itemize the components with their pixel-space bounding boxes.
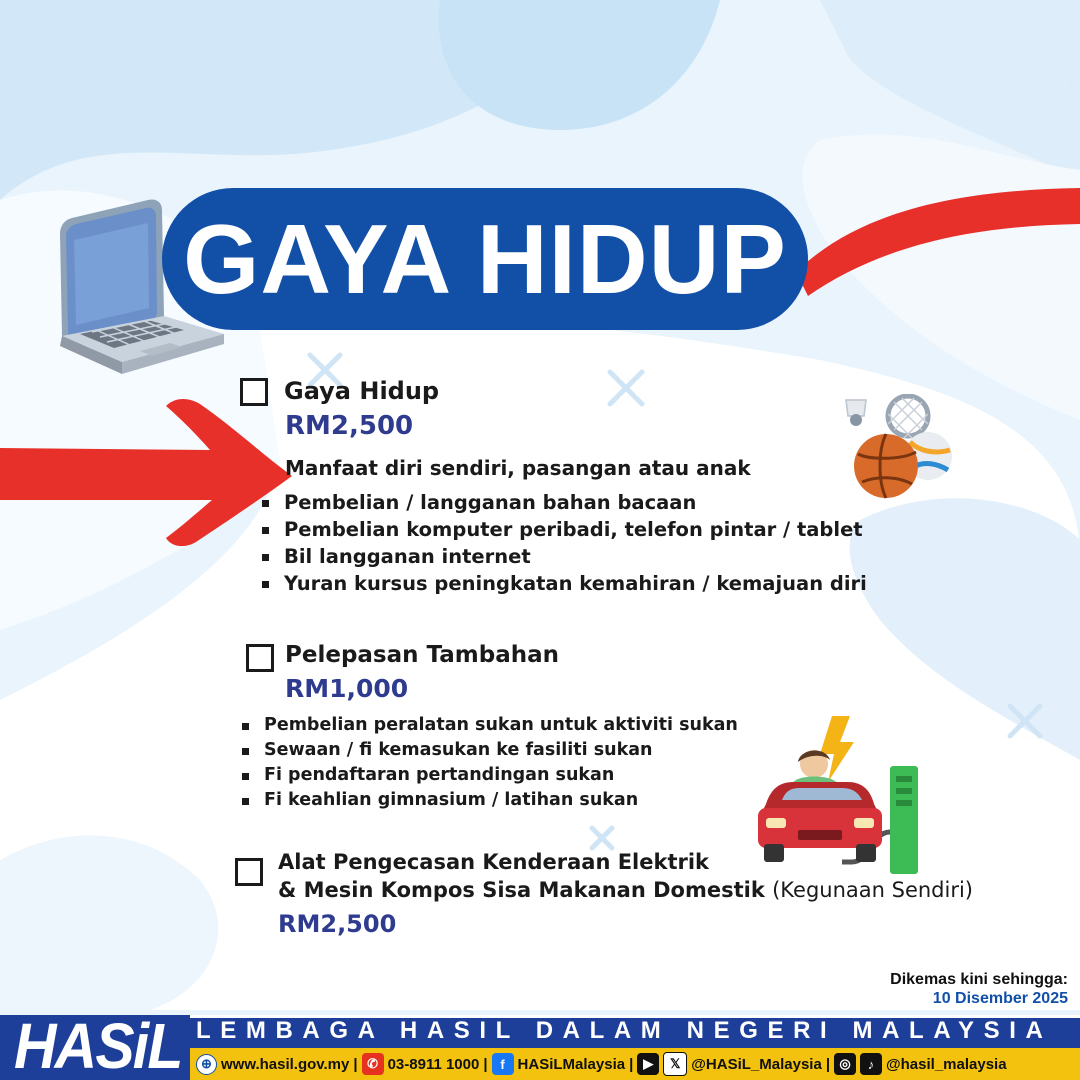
phone-icon: ✆ [362,1053,384,1075]
instagram-icon[interactable]: ◎ [834,1053,856,1075]
list-item: Fi pendaftaran pertandingan sukan [242,763,738,788]
youtube-icon[interactable]: ▶ [637,1053,659,1075]
section-heading-line1: Alat Pengecasan Kenderaan Elektrik [278,850,710,874]
arrow-icon [0,398,300,550]
separator: | [353,1055,358,1073]
list-item: Yuran kursus peningkatan kemahiran / kemajuan diri [262,570,867,597]
update-notice [890,970,1068,1008]
section-amount: RM2,500 [285,411,414,441]
website-link[interactable]: www.hasil.gov.my [221,1055,350,1073]
organization-name: LEMBAGA HASIL DALAM NEGERI MALAYSIA [196,1017,1053,1044]
x-link[interactable]: @HASiL_Malaysia [691,1055,822,1073]
bullet-list [242,713,738,813]
list-item: Bil langganan internet [262,543,867,570]
list-item: Sewaan / fi kemasukan ke fasiliti sukan [242,738,738,763]
contact-info [196,1051,1007,1077]
separator: | [825,1055,831,1073]
title-banner [162,188,808,330]
hasil-logo: HASiL [14,1010,182,1080]
separator: | [629,1055,634,1073]
update-label: Dikemas kini sehingga: [890,971,1068,988]
list-item: Pembelian komputer peribadi, telefon pintar / tablet [262,516,867,543]
phone-number[interactable]: 03-8911 1000 [387,1055,480,1073]
update-date: 10 Disember 2025 [932,990,1068,1007]
sports-equipment-icon [840,394,960,506]
section-subheading: Manfaat diri sendiri, pasangan atau anak [285,456,751,480]
checkbox-alat-pengecasan[interactable] [235,858,263,886]
x-icon[interactable]: 𝕏 [663,1052,687,1076]
list-item: Pembelian peralatan sukan untuk aktiviti sukan [242,713,738,738]
page-title: GAYA HIDUP [183,204,787,314]
list-item: Fi keahlian gimnasium / latihan sukan [242,788,738,813]
section-heading: Pelepasan Tambahan [285,642,559,668]
section-amount: RM1,000 [285,674,409,703]
list-item: Pembelian / langganan bahan bacaan [262,489,867,516]
facebook-icon: f [492,1053,514,1075]
separator: | [483,1055,488,1073]
section-amount: RM2,500 [278,910,397,938]
facebook-link[interactable]: HASiLMalaysia [517,1055,626,1073]
section-heading-line2: & Mesin Kompos Sisa Makanan Domestik (Kegunaan Sendiri) [278,878,974,902]
section-heading: Gaya Hidup [284,377,440,405]
ev-charging-icon [752,712,928,878]
globe-icon: ⊕ [196,1054,217,1075]
checkbox-pelepasan-tambahan[interactable] [246,644,274,672]
instagram-tiktok-link[interactable]: @hasil_malaysia [886,1055,1007,1073]
section-heading-note: (Kegunaan Sendiri) [772,878,974,902]
tiktok-icon[interactable]: ♪ [860,1053,882,1075]
bullet-list [262,489,867,597]
checkbox-gaya-hidup[interactable] [240,378,268,406]
